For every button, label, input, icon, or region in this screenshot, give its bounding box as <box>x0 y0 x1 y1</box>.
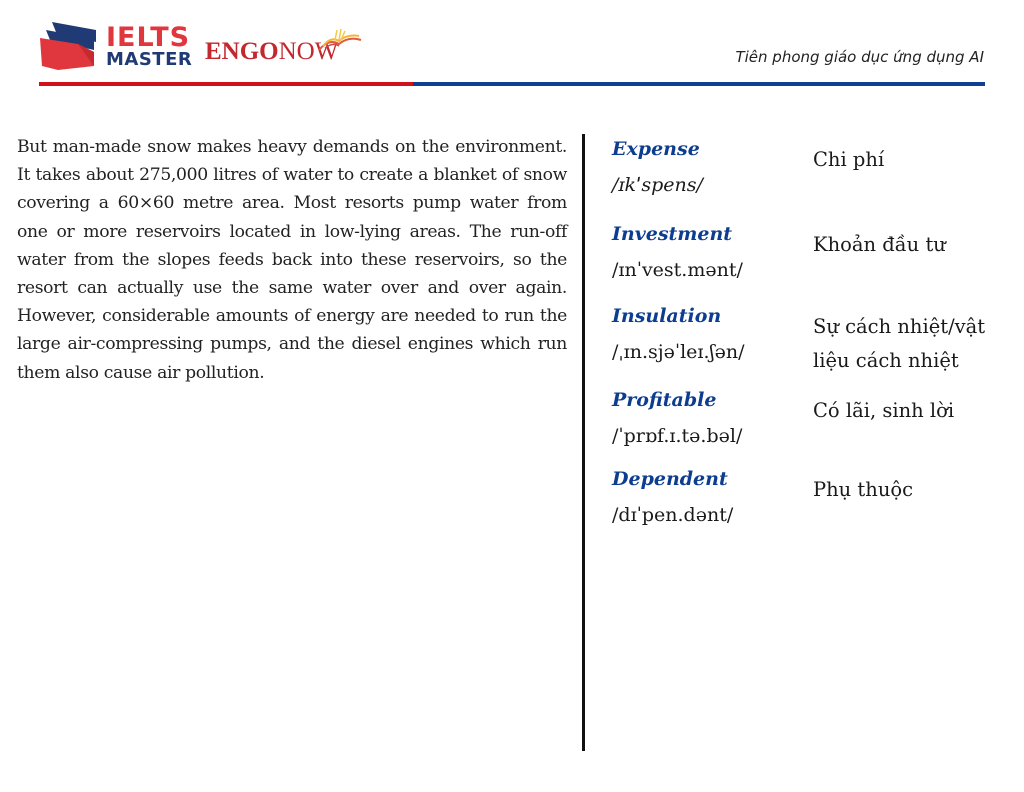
column-divider <box>582 134 585 751</box>
vocab-term: Expense <box>612 138 700 160</box>
vocab-meaning: Phụ thuộc <box>813 478 914 501</box>
vocab-term: Investment <box>612 223 733 245</box>
vocab-term: Insulation <box>612 305 722 327</box>
vocab-term: Dependent <box>612 468 728 490</box>
open-book-icon <box>315 28 363 56</box>
vocab-meaning: Chi phí <box>813 148 885 171</box>
logo-engonow-part1: ENGO <box>205 38 279 65</box>
logo-engonow-part2: NOW <box>278 38 339 65</box>
vocab-ipa: /ˌɪn.sjəˈleɪ.ʃən/ <box>612 341 745 363</box>
tagline: Tiên phong giáo dục ứng dụng AI <box>735 48 984 66</box>
logo-master-text: MASTER <box>106 49 193 70</box>
engonow-logo <box>205 34 365 70</box>
reading-passage: But man-made snow makes heavy demands on the environment. It takes about 275,000 litres of water to create a blanket of snow covering a 60×60 metre area. Most resorts pump water from one or more reservoirs located in low-lying areas. The run-off water from the slopes feeds back into these reservoirs, so the resort can actually use the same water over and over again. However, considerable amounts of energy are needed to run the large air-compressing pumps, and the diesel engines which run them also cause air pollution. <box>17 137 567 383</box>
vocab-ipa: /ɪnˈvest.mənt/ <box>612 259 743 281</box>
ielts-book-icon <box>38 20 100 72</box>
page-header <box>0 0 1024 100</box>
header-rule-blue <box>413 82 985 86</box>
vocab-meaning: Khoản đầu tư <box>813 233 946 256</box>
vocab-ipa: /dɪˈpen.dənt/ <box>612 504 734 526</box>
ielts-master-logo <box>38 20 198 72</box>
vocab-ipa: /ɪkˈspens/ <box>612 174 703 196</box>
vocab-term: Profitable <box>612 389 717 411</box>
vocab-meaning: Có lãi, sinh lời <box>813 399 955 422</box>
vocab-ipa: /ˈprɒf.ɪ.tə.bəl/ <box>612 425 743 447</box>
logo-ielts-text: IELTS <box>106 22 191 53</box>
header-rule-red <box>39 82 413 86</box>
vocab-meaning: Sự cách nhiệt/vật liệu cách nhiệt <box>813 315 986 372</box>
